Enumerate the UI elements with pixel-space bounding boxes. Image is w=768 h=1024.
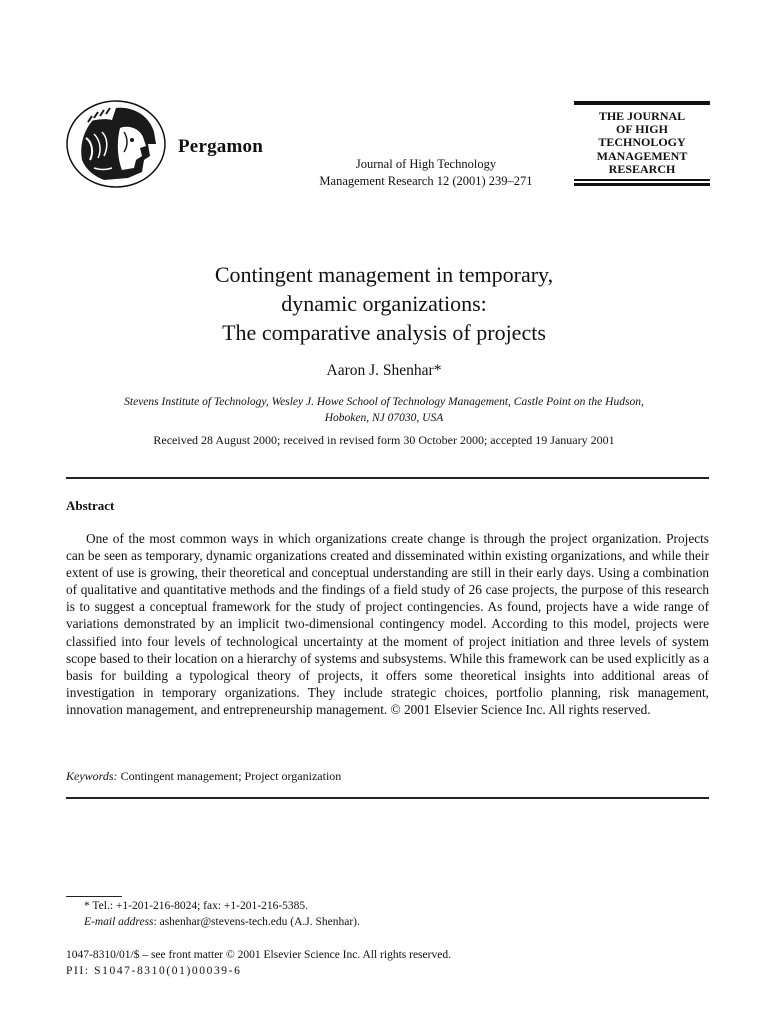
journal-reference-line-2: Management Research 12 (2001) 239–271 bbox=[319, 174, 533, 188]
title-line-1: Contingent management in temporary, bbox=[214, 262, 554, 287]
article-title bbox=[0, 260, 768, 347]
footnote-email bbox=[84, 916, 360, 928]
abstract-body: One of the most common ways in which organizations create change is through the project organization. Projects can be seen as temporary, dynamic organizations created and disseminated within existing organizations, and while their extent of use is growing, their theoretical and conceptual understanding are still in their early days. Using a combination of qualitative and quantitative methods and the findings of a field study of 26 case projects, the purpose of this research is to suggest a conceptual framework for the study of project contingencies. As found, projects have a wide range of variations demonstrated by an implicit two-dimensional contingency model. According to this model, projects were classified into four levels of technological uncertainty at the moment of project initiation and three levels of system scope based to their location on a hierarchy of systems and subsystems. While this framework can be used explicitly as a basis for building a typological theory of projects, it offers some theoretical insights into additional areas of investigation in temporary organizations. They include strategic choices, portfolio planning, risk management, innovation management, and entrepreneurship management. © 2001 Elsevier Science Inc. All rights reserved. bbox=[66, 531, 709, 717]
keywords-list: Contingent management; Project organization bbox=[120, 769, 342, 783]
pergamon-logo-icon bbox=[64, 98, 172, 190]
keywords-label: Keywords: bbox=[66, 769, 118, 783]
journal-box-bottom-rule-thick bbox=[574, 183, 710, 186]
author-affiliation bbox=[60, 394, 708, 426]
journal-name-line-1: THE JOURNAL bbox=[598, 109, 686, 123]
author-name: Aaron J. Shenhar* bbox=[326, 362, 442, 379]
journal-reference-line-1: Journal of High Technology bbox=[355, 157, 497, 171]
footnote-contact: * Tel.: +1-201-216-8024; fax: +1-201-216-5385. bbox=[84, 900, 309, 912]
email-address: : ashenhar@stevens-tech.edu (A.J. Shenhar). bbox=[153, 916, 360, 928]
pii-identifier: PII: S1047-8310(01)00039-6 bbox=[66, 965, 242, 977]
affiliation-line-1: Stevens Institute of Technology, Wesley J. Howe School of Technology Management, Castle Point on the Hudson, bbox=[124, 396, 644, 408]
journal-name-line-2: OF HIGH bbox=[616, 122, 668, 137]
publisher-name: Pergamon bbox=[178, 136, 263, 157]
received-dates: Received 28 August 2000; received in revised form 30 October 2000; accepted 19 January 2001 bbox=[153, 433, 615, 447]
footnote-rule bbox=[66, 896, 122, 897]
keywords bbox=[66, 769, 341, 784]
front-matter-notice: 1047-8310/01/$ – see front matter © 2001 Elsevier Science Inc. All rights reserved. bbox=[66, 949, 451, 961]
abstract-bottom-rule bbox=[66, 797, 709, 799]
journal-name-line-3: TECHNOLOGY bbox=[598, 135, 686, 150]
title-line-2: dynamic organizations: bbox=[281, 291, 487, 316]
journal-name bbox=[574, 110, 710, 176]
journal-reference bbox=[300, 156, 552, 190]
journal-name-line-4: MANAGEMENT bbox=[596, 148, 688, 163]
abstract-top-rule bbox=[66, 477, 709, 479]
journal-name-box bbox=[574, 101, 710, 187]
journal-name-line-5: RESEARCH bbox=[608, 161, 676, 176]
email-label: E-mail address bbox=[84, 916, 154, 928]
abstract-heading: Abstract bbox=[66, 498, 115, 513]
journal-box-bottom-rule-thin bbox=[574, 179, 710, 181]
affiliation-line-2: Hoboken, NJ 07030, USA bbox=[324, 412, 444, 424]
title-line-3: The comparative analysis of projects bbox=[222, 320, 546, 345]
journal-box-top-rule bbox=[574, 101, 710, 105]
